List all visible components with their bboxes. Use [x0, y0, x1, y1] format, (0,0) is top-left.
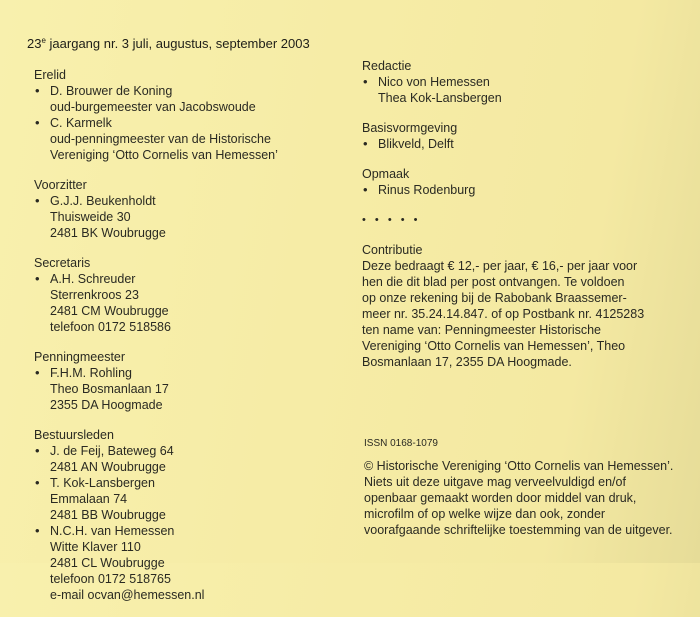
copyright-line: © Historische Vereniging ‘Otto Cornelis van Hemessen’. [364, 459, 674, 473]
section-redactie [362, 58, 682, 106]
section-secretaris [34, 255, 334, 335]
issue-line [27, 36, 310, 51]
entry-line: Vereniging ‘Otto Cornelis van Hemessen’ [50, 148, 278, 162]
entry [34, 523, 334, 603]
entry-line: 2481 CM Woubrugge [50, 304, 169, 318]
entry [34, 271, 334, 335]
contributie-line: meer nr. 35.24.14.847. of op Postbank nr. 4125283 [362, 307, 645, 321]
entry-line: 2481 AN Woubrugge [50, 460, 166, 474]
contributie-line: Vereniging ‘Otto Cornelis van Hemessen’, Theo [362, 339, 626, 353]
section-heading: Voorzitter [34, 178, 87, 192]
entry [362, 136, 682, 152]
entry [34, 193, 334, 241]
section-penningmeester [34, 349, 334, 413]
entry [362, 74, 682, 106]
copyright-line: voorafgaande schriftelijke toestemming van de uitgever. [364, 523, 673, 537]
entry [34, 475, 334, 523]
entry-line: e-mail ocvan@hemessen.nl [50, 588, 205, 602]
entry-line: Thuisweide 30 [50, 210, 131, 224]
entry-name: J. de Feij, Bateweg 64 [50, 444, 174, 458]
separator-dots: • • • • • [362, 214, 421, 226]
entry-line: Thea Kok-Lansbergen [378, 91, 502, 105]
contributie-text [362, 258, 682, 370]
contributie-line: Deze bedraagt € 12,- per jaar, € 16,- per jaar voor [362, 259, 638, 273]
section-heading: Basisvormgeving [362, 121, 458, 135]
section-erelid [34, 67, 334, 163]
left-column [34, 67, 334, 617]
entry-line: telefoon 0172 518586 [50, 320, 171, 334]
section-basisvormgeving [362, 120, 682, 152]
copyright-line: Niets uit deze uitgave mag verveelvuldigd en/of [364, 475, 626, 489]
entry-name: T. Kok-Lansbergen [50, 476, 155, 490]
copyright-notice [364, 458, 673, 538]
section-heading: Redactie [362, 59, 412, 73]
bullet-icon: • [35, 193, 40, 208]
section-heading: Penningmeester [34, 350, 126, 364]
contributie-heading: Contributie [362, 243, 423, 257]
entry [362, 182, 682, 198]
contributie-line: Bosmanlaan 17, 2355 DA Hoogmade. [362, 355, 572, 369]
entry-name: A.H. Schreuder [50, 272, 136, 286]
right-sections [362, 58, 682, 198]
bullet-icon: • [35, 115, 40, 130]
entry-name: N.C.H. van Hemessen [50, 524, 175, 538]
entry [34, 365, 334, 413]
entry-line: Theo Bosmanlaan 17 [50, 382, 169, 396]
issue-details: jaargang nr. 3 juli, augustus, september 2003 [45, 36, 310, 51]
entry [34, 83, 334, 115]
entry-name: Blikveld, Delft [378, 137, 454, 151]
section-bestuursleden [34, 427, 334, 603]
entry-line: 2481 BK Woubrugge [50, 226, 166, 240]
section-voorzitter [34, 177, 334, 241]
copyright-line: openbaar gemaakt worden door middel van druk, [364, 491, 637, 505]
entry-name: Nico von Hemessen [378, 75, 490, 89]
right-column [362, 58, 682, 384]
entry [34, 443, 334, 475]
bullet-icon: • [363, 136, 368, 151]
section-heading: Bestuursleden [34, 428, 114, 442]
entry-line: Witte Klaver 110 [50, 540, 141, 554]
bullet-icon: • [35, 271, 40, 286]
section-heading: Secretaris [34, 256, 91, 270]
entry-name: Rinus Rodenburg [378, 183, 476, 197]
entry-line: oud-burgemeester van Jacobswoude [50, 100, 256, 114]
entry-name: C. Karmelk [50, 116, 112, 130]
bullet-icon: • [363, 74, 368, 89]
section-heading: Opmaak [362, 167, 410, 181]
contributie-line: ten name van: Penningmeester Historische [362, 323, 602, 337]
entry-name: D. Brouwer de Koning [50, 84, 173, 98]
section-opmaak [362, 166, 682, 198]
entry-line: Sterrenkroos 23 [50, 288, 139, 302]
bullet-icon: • [35, 443, 40, 458]
entry-line: oud-penningmeester van de Historische [50, 132, 271, 146]
issn-number: ISSN 0168-1079 [364, 438, 438, 449]
entry-name: G.J.J. Beukenholdt [50, 194, 156, 208]
entry-line: 2481 BB Woubrugge [50, 508, 166, 522]
issue-volume-suffix: e [41, 36, 46, 45]
contributie-line: op onze rekening bij de Rabobank Braassemer- [362, 291, 627, 305]
entry-name: F.H.M. Rohling [50, 366, 132, 380]
entry-line: Emmalaan 74 [50, 492, 128, 506]
issue-volume: 23 [27, 36, 42, 51]
bullet-icon: • [35, 83, 40, 98]
section-heading: Erelid [34, 68, 66, 82]
entry-line: 2481 CL Woubrugge [50, 556, 165, 570]
bullet-icon: • [35, 365, 40, 380]
entry-line: telefoon 0172 518765 [50, 572, 171, 586]
bullet-icon: • [35, 475, 40, 490]
bullet-icon: • [35, 523, 40, 538]
entry-line: 2355 DA Hoogmade [50, 398, 163, 412]
copyright-line: microfilm of op welke wijze dan ook, zonder [364, 507, 606, 521]
bullet-icon: • [363, 182, 368, 197]
contributie-line: hen die dit blad per post ontvangen. Te voldoen [362, 275, 625, 289]
contributie-section [362, 242, 682, 370]
entry [34, 115, 334, 163]
